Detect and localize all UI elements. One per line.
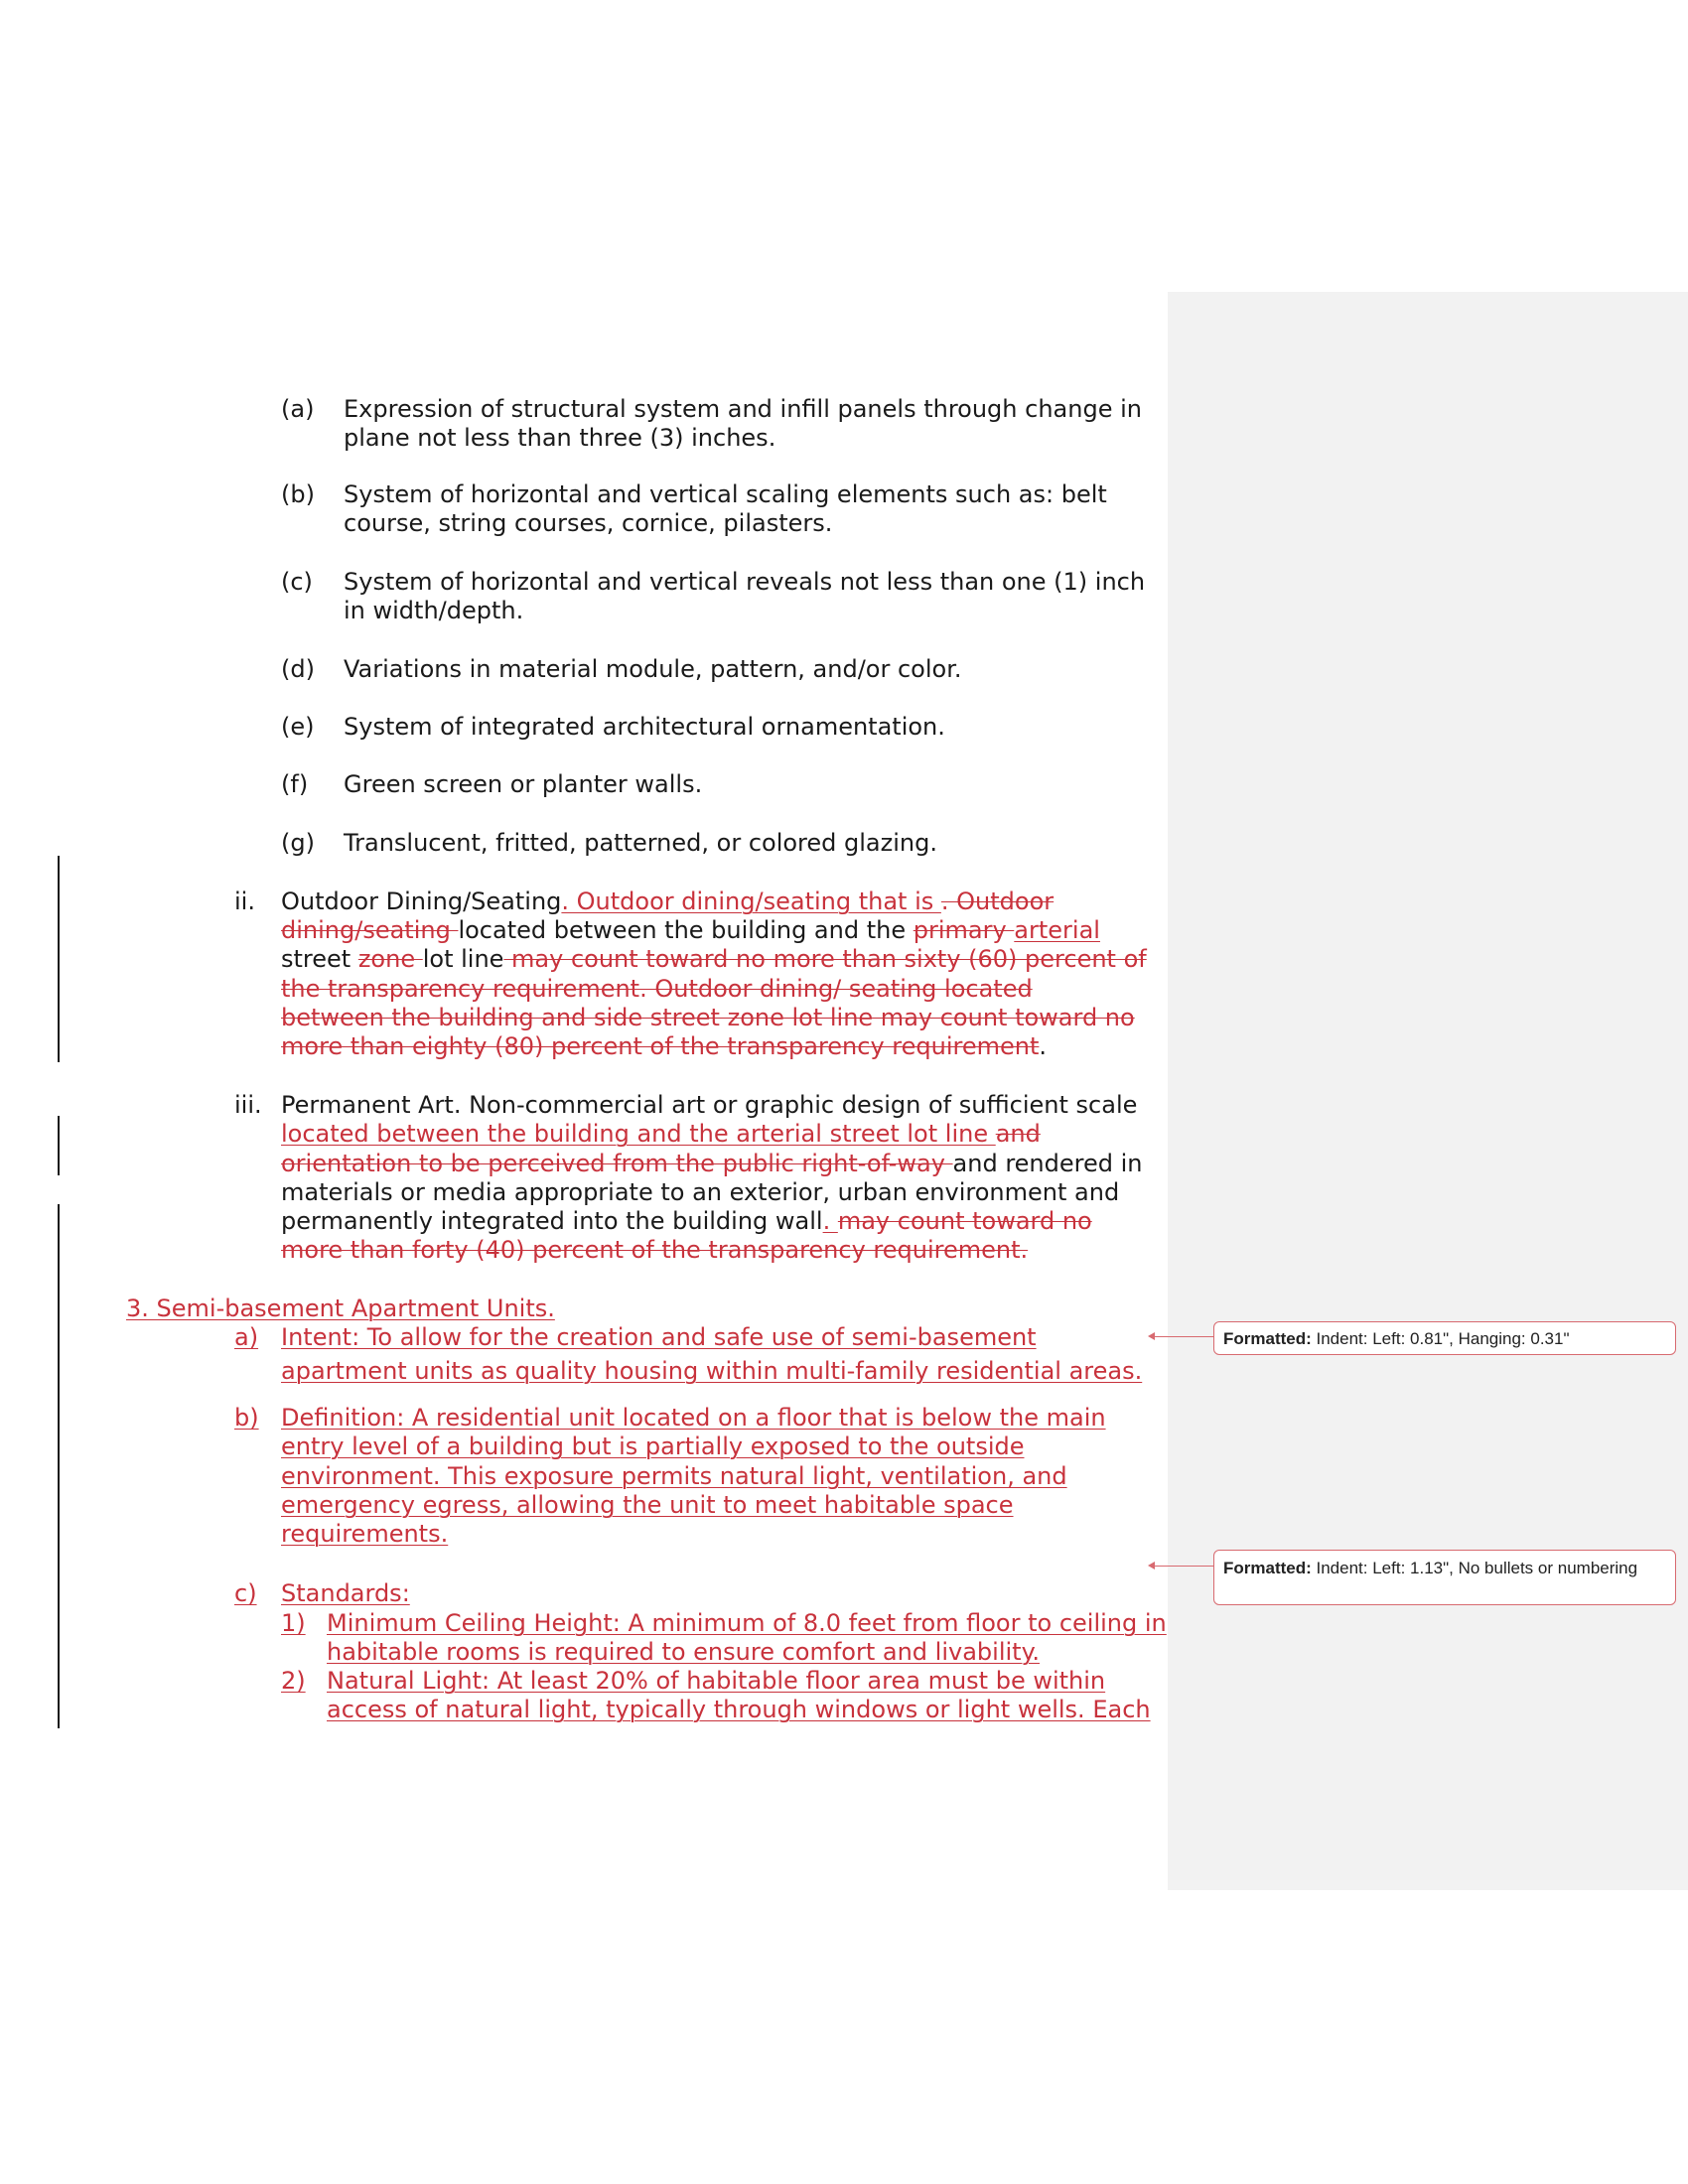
paragraph-line [281,1403,1106,1433]
paragraph-line [344,508,832,538]
paragraph-line [281,1322,1037,1352]
list-marker [234,887,255,916]
text-run: iii. [234,1091,262,1119]
list-marker [281,567,313,597]
paragraph-line [281,1090,1137,1120]
paragraph-line [281,1235,1028,1265]
paragraph-line [344,567,1145,597]
inserted-text: Intent: To allow for the creation and safe use of semi-basement [281,1323,1037,1351]
deleted-text: dining/seating [281,916,459,944]
paragraph-line [344,828,937,858]
deleted-text: the transparency requirement. Outdoor dining/ seating located [281,975,1033,1003]
list-marker [234,1090,262,1120]
text-run: Green screen or planter walls. [344,770,703,798]
text-run: Outdoor Dining/Seating [281,887,562,915]
paragraph-line [344,654,962,684]
paragraph-line [344,394,1142,424]
inserted-text: c) [234,1579,257,1607]
inserted-text: environment. This exposure permits natural light, ventilation, and [281,1462,1067,1490]
paragraph-line [344,596,523,625]
text-run: (c) [281,568,313,596]
list-marker [234,1403,259,1433]
comment-anchor-icon [1148,1332,1155,1340]
paragraph-line [344,423,775,453]
paragraph-line [281,1003,1135,1032]
list-marker [281,654,315,684]
paragraph-line [327,1608,1167,1638]
balloon-label: Formatted: [1223,1329,1312,1348]
paragraph-line [327,1695,1151,1724]
inserted-text: requirements. [281,1520,449,1548]
inserted-text: apartment units as quality housing within multi-family residential areas. [281,1357,1143,1385]
list-marker [281,828,315,858]
deleted-text: more than eighty (80) percent of the transparency requirement [281,1032,1040,1060]
text-run: (g) [281,829,315,857]
paragraph-line [344,479,1107,509]
deleted-text: may count toward no more than sixty (60) percent of [503,945,1147,973]
inserted-text: arterial [1014,916,1100,944]
deleted-text: between the building and side street zone lot line may count toward no [281,1004,1135,1031]
paragraph-line [281,1519,448,1549]
paragraph-line [281,1461,1067,1491]
list-marker [234,1322,258,1352]
list-marker [281,1666,306,1696]
text-run: lot line [422,945,504,973]
text-run: System of horizontal and vertical scaling elements such as: belt [344,480,1107,508]
list-marker [281,769,308,799]
text-run: (e) [281,713,315,741]
deleted-text: may count toward no [837,1207,1092,1235]
text-run: Permanent Art. Non-commercial art or graphic design of sufficient scale [281,1091,1138,1119]
text-run: street [281,945,358,973]
inserted-text: located between the building and the arterial street lot line [281,1120,996,1148]
inserted-text: Natural Light: At least 20% of habitable floor area must be within [327,1667,1106,1695]
inserted-text: habitable rooms is required to ensure comfort and livability. [327,1638,1040,1666]
inserted-text: . [822,1207,838,1235]
paragraph-line [281,887,1054,916]
paragraph-line [281,1149,1143,1178]
inserted-text: 3. Semi-basement Apartment Units. [126,1295,555,1322]
list-marker [234,1578,257,1608]
inserted-text: b) [234,1404,259,1432]
inserted-text: 1) [281,1609,306,1637]
inserted-text: a) [234,1323,259,1351]
paragraph-line [281,974,1033,1004]
list-marker [281,712,315,742]
deleted-text: zone [357,945,423,973]
list-marker [281,394,314,424]
inserted-text: . Outdoor dining/seating that is [561,887,941,915]
paragraph-line [327,1637,1040,1667]
format-change-balloon[interactable] [1213,1321,1676,1355]
markup-pane [1168,292,1688,1890]
deleted-text: more than forty (40) percent of the transparency requirement. [281,1236,1029,1264]
paragraph-line [281,1119,1041,1149]
inserted-text: access of natural light, typically through windows or light wells. Each [327,1696,1151,1723]
paragraph-line [281,944,1147,974]
text-run: . [1039,1032,1048,1060]
inserted-text: Definition: A residential unit located on a floor that is below the main [281,1404,1106,1432]
text-run: and rendered in [952,1150,1143,1177]
text-run: Translucent, fritted, patterned, or colored glazing. [344,829,937,857]
deleted-text: . Outdoor [940,887,1055,915]
text-run: System of integrated architectural ornamentation. [344,713,945,741]
balloon-label: Formatted: [1223,1559,1312,1577]
section-heading [126,1294,555,1323]
inserted-text: emergency egress, allowing the unit to meet habitable space [281,1491,1014,1519]
text-run: Variations in material module, pattern, and/or color. [344,655,962,683]
paragraph-line [281,1432,1025,1461]
text-run: ii. [234,887,255,915]
comment-leader-line [1155,1566,1213,1567]
change-bar [58,1116,60,1175]
deleted-text: primary [913,916,1015,944]
change-bar [58,1204,60,1728]
paragraph-line [281,1490,1014,1520]
paragraph-line [327,1666,1105,1696]
change-bar [58,856,60,1062]
balloon-text: Indent: Left: 1.13", No bullets or numbering [1311,1559,1638,1577]
deleted-text: and [995,1120,1041,1148]
text-run: (b) [281,480,315,508]
paragraph-line [281,1206,1092,1236]
inserted-text: 2) [281,1667,306,1695]
paragraph-line [281,1177,1119,1207]
inserted-text: Minimum Ceiling Height: A minimum of 8.0 feet from floor to ceiling in [327,1609,1167,1637]
paragraph-line [344,769,702,799]
format-change-balloon[interactable] [1213,1550,1676,1605]
deleted-text: orientation to be perceived from the public right-of-way [281,1150,953,1177]
balloon-text: Indent: Left: 0.81", Hanging: 0.31" [1311,1329,1570,1348]
paragraph-line [281,1578,410,1608]
text-run: Expression of structural system and infill panels through change in [344,395,1142,423]
paragraph-line [281,915,1100,945]
comment-anchor-icon [1148,1562,1155,1570]
text-run: in width/depth. [344,597,524,624]
text-run: (d) [281,655,315,683]
paragraph-line [281,1356,1142,1386]
text-run: located between the building and the [458,916,914,944]
list-marker [281,479,315,509]
inserted-text: entry level of a building but is partially exposed to the outside [281,1433,1025,1460]
list-marker [281,1608,306,1638]
paragraph-line [281,1031,1047,1061]
text-run: permanently integrated into the building wall [281,1207,823,1235]
text-run: materials or media appropriate to an exterior, urban environment and [281,1178,1120,1206]
text-run: (f) [281,770,309,798]
comment-leader-line [1155,1336,1213,1337]
text-run: System of horizontal and vertical reveals not less than one (1) inch [344,568,1146,596]
inserted-text: Standards: [281,1579,410,1607]
text-run: (a) [281,395,315,423]
text-run: course, string courses, cornice, pilasters. [344,509,833,537]
text-run: plane not less than three (3) inches. [344,424,776,452]
paragraph-line [344,712,945,742]
